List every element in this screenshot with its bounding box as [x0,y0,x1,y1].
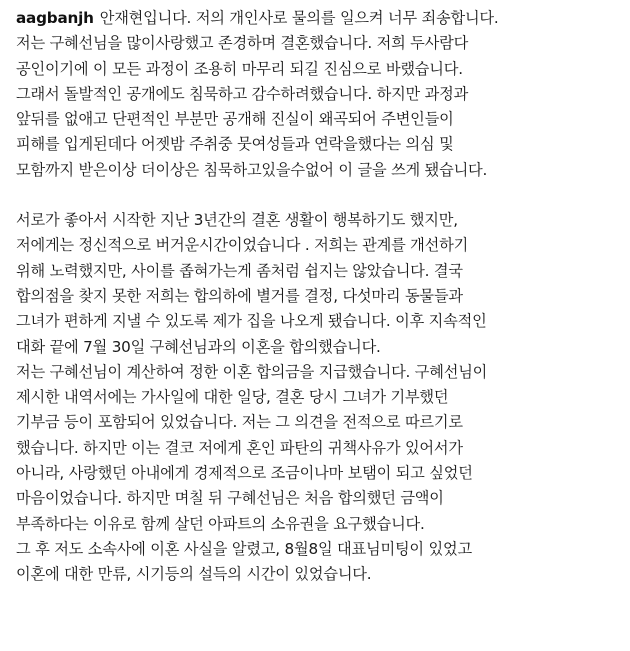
caption-line: 서로가 좋아서 시작한 지난 3년간의 결혼 생활이 행복하기도 했지만, [16,211,458,230]
username-link[interactable]: aagbanjh [16,9,94,27]
caption-line: 저는 구혜선님이 계산하여 정한 이혼 합의금을 지급했습니다. 구혜선님이 [16,362,488,381]
caption-line: 대화 끝에 7월 30일 구혜선님과의 이혼을 합의했습니다. [16,337,381,356]
caption-line: 부족하다는 이유로 함께 살던 아파트의 소유권을 요구했습니다. [16,514,425,533]
caption-line: 모함까지 받은이상 더이상은 침묵하고있을수없어 이 글을 쓰게 됐습니다. [16,160,488,179]
caption-text: 안재현입니다. 저의 개인사로 물의를 일으켜 너무 죄송합니다. [99,9,499,27]
caption-line: 그 후 저도 소속사에 이혼 사실을 알렸고, 8월8일 대표님미팅이 있었고 [16,539,472,558]
caption-line: 기부금 등이 포함되어 있었습니다. 저는 그 의견을 전적으로 따르기로 [16,413,463,432]
caption-line: 이혼에 대한 만류, 시기등의 설득의 시간이 있었습니다. [16,565,372,584]
caption-line: 공인이기에 이 모든 과정이 조용히 마무리 되길 진심으로 바랬습니다. [16,59,463,78]
post-caption [16,6,626,588]
caption-line: 했습니다. 하지만 이는 결코 저에게 혼인 파탄의 귀책사유가 있어서가 [16,438,463,457]
caption-line: 위해 노력했지만, 사이를 좁혀가는게 좀처럼 쉽지는 않았습니다. 결국 [16,261,463,280]
caption-line: 그래서 돌발적인 공개에도 침묵하고 감수하려했습니다. 하지만 과정과 [16,84,469,103]
caption-line: 그녀가 편하게 지낼 수 있도록 제가 집을 나오게 됐습니다. 이후 지속적인 [16,312,487,331]
caption-line: 저는 구혜선님을 많이사랑했고 존경하며 결혼했습니다. 저희 두사람다 [16,34,469,53]
paragraph-spacer [16,183,626,208]
caption-line: 아니라, 사랑했던 아내에게 경제적으로 조금이나마 보탬이 되고 싶었던 [16,464,473,483]
caption-line: 제시한 내역서에는 가사일에 대한 일당, 결혼 당시 그녀가 기부했던 [16,388,449,407]
caption-line: 합의점을 찾지 못한 저희는 합의하에 별거를 결정, 다섯마리 동물들과 [16,286,463,305]
caption-line: 저에게는 정신적으로 버거운시간이었습니다 . 저희는 관계를 개선하기 [16,236,469,255]
caption-line [16,6,626,31]
caption-line: 피해를 입게된데다 어젯밤 주취중 뭇여성들과 연락을했다는 의심 및 [16,135,454,154]
caption-line: 마음이었습니다. 하지만 며칠 뒤 구혜선님은 처음 합의했던 금액이 [16,489,444,508]
caption-line: 앞뒤를 없애고 단편적인 부분만 공개해 진실이 왜곡되어 주변인들이 [16,110,454,129]
